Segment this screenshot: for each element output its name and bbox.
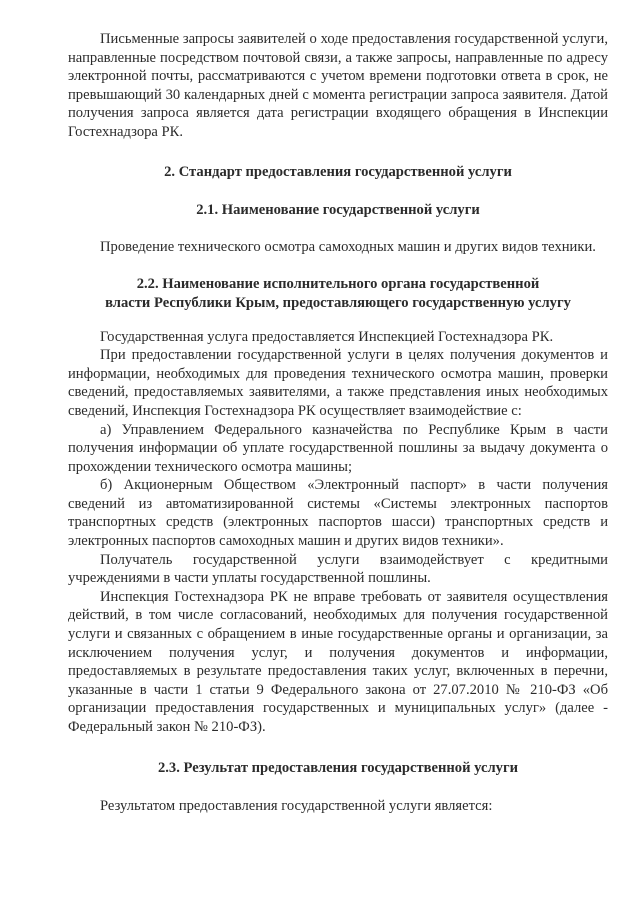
paragraph-item-a: а) Управлением Федерального казначейства по Республике Крым в части получения информации об уплате государственной пошлины за выдачу документа о прохождении технического осмотра машины; bbox=[68, 421, 608, 475]
paragraph-interaction: При предоставлении государственной услуги в целях получения документов и информации, необходимых для проведения технического осмотра машин, проверки сведений, предоставляемых заявителями, а также представления иных необходимых сведений, Инспекция Гостехнадзора РК осуществляет взаимодействие с: bbox=[68, 347, 608, 419]
paragraph-restrictions: Инспекция Гостехнадзора РК не вправе требовать от заявителя осуществления действий, в том числе согласований, необходимых для получения государственной услуги и связанных с обращением в иные государственные органы и организации, за исключением получения услуг, и получения документов и информации, предоставляемых в результате предоставления таких услуг, включенных в перечни, указанные в части 1 статьи 9 Федерального закона от 27.07.2010 № 210-ФЗ «Об организации предоставления государственных и муниципальных услуг» (далее - Федеральный закон № 210-ФЗ). bbox=[68, 588, 608, 735]
heading-2-3: 2.3. Результат предоставления государственной услуги bbox=[157, 759, 519, 776]
paragraph-provider: Государственная услуга предоставляется Инспекцией Гостехнадзора РК. bbox=[100, 328, 554, 345]
paragraph-written-requests: Письменные запросы заявителей о ходе предоставления государственной услуги, направленные посредством почтовой связи, а также запросы, направленные по адресу электронной почты, рассматриваются с учетом времени подготовки ответа в срок, не превышающий 30 календарных дней с момента регистрации запроса заявителя. Датой получения запроса является дата регистрации входящего обращения в Инспекции Гостехнадзора РК. bbox=[68, 31, 608, 140]
paragraph-service-name: Проведение технического осмотра самоходных машин и других видов техники. bbox=[100, 238, 596, 255]
heading-section-2: 2. Стандарт предоставления государственной услуги bbox=[164, 163, 512, 180]
heading-2-2 bbox=[68, 275, 608, 312]
heading-2-1: 2.1. Наименование государственной услуги bbox=[196, 202, 480, 219]
heading-2-2-line-1: 2.2. Наименование исполнительного органа государственной bbox=[136, 276, 540, 293]
paragraph-item-b: б) Акционерным Обществом «Электронный паспорт» в части получения сведений из автоматизированной системы «Системы электронных паспортов транспортных средств (электронных паспортов шасси) транспортных средств и электронных паспортов самоходных машин и других видов техники». bbox=[68, 477, 608, 550]
heading-2-2-line-2: власти Республики Крым, предоставляющего государственную услугу bbox=[105, 294, 571, 311]
paragraph-recipient: Получатель государственной услуги взаимодействует с кредитными учреждениями в части уплаты государственной пошлины. bbox=[68, 551, 608, 587]
paragraph-result: Результатом предоставления государственной услуги является: bbox=[100, 798, 493, 815]
